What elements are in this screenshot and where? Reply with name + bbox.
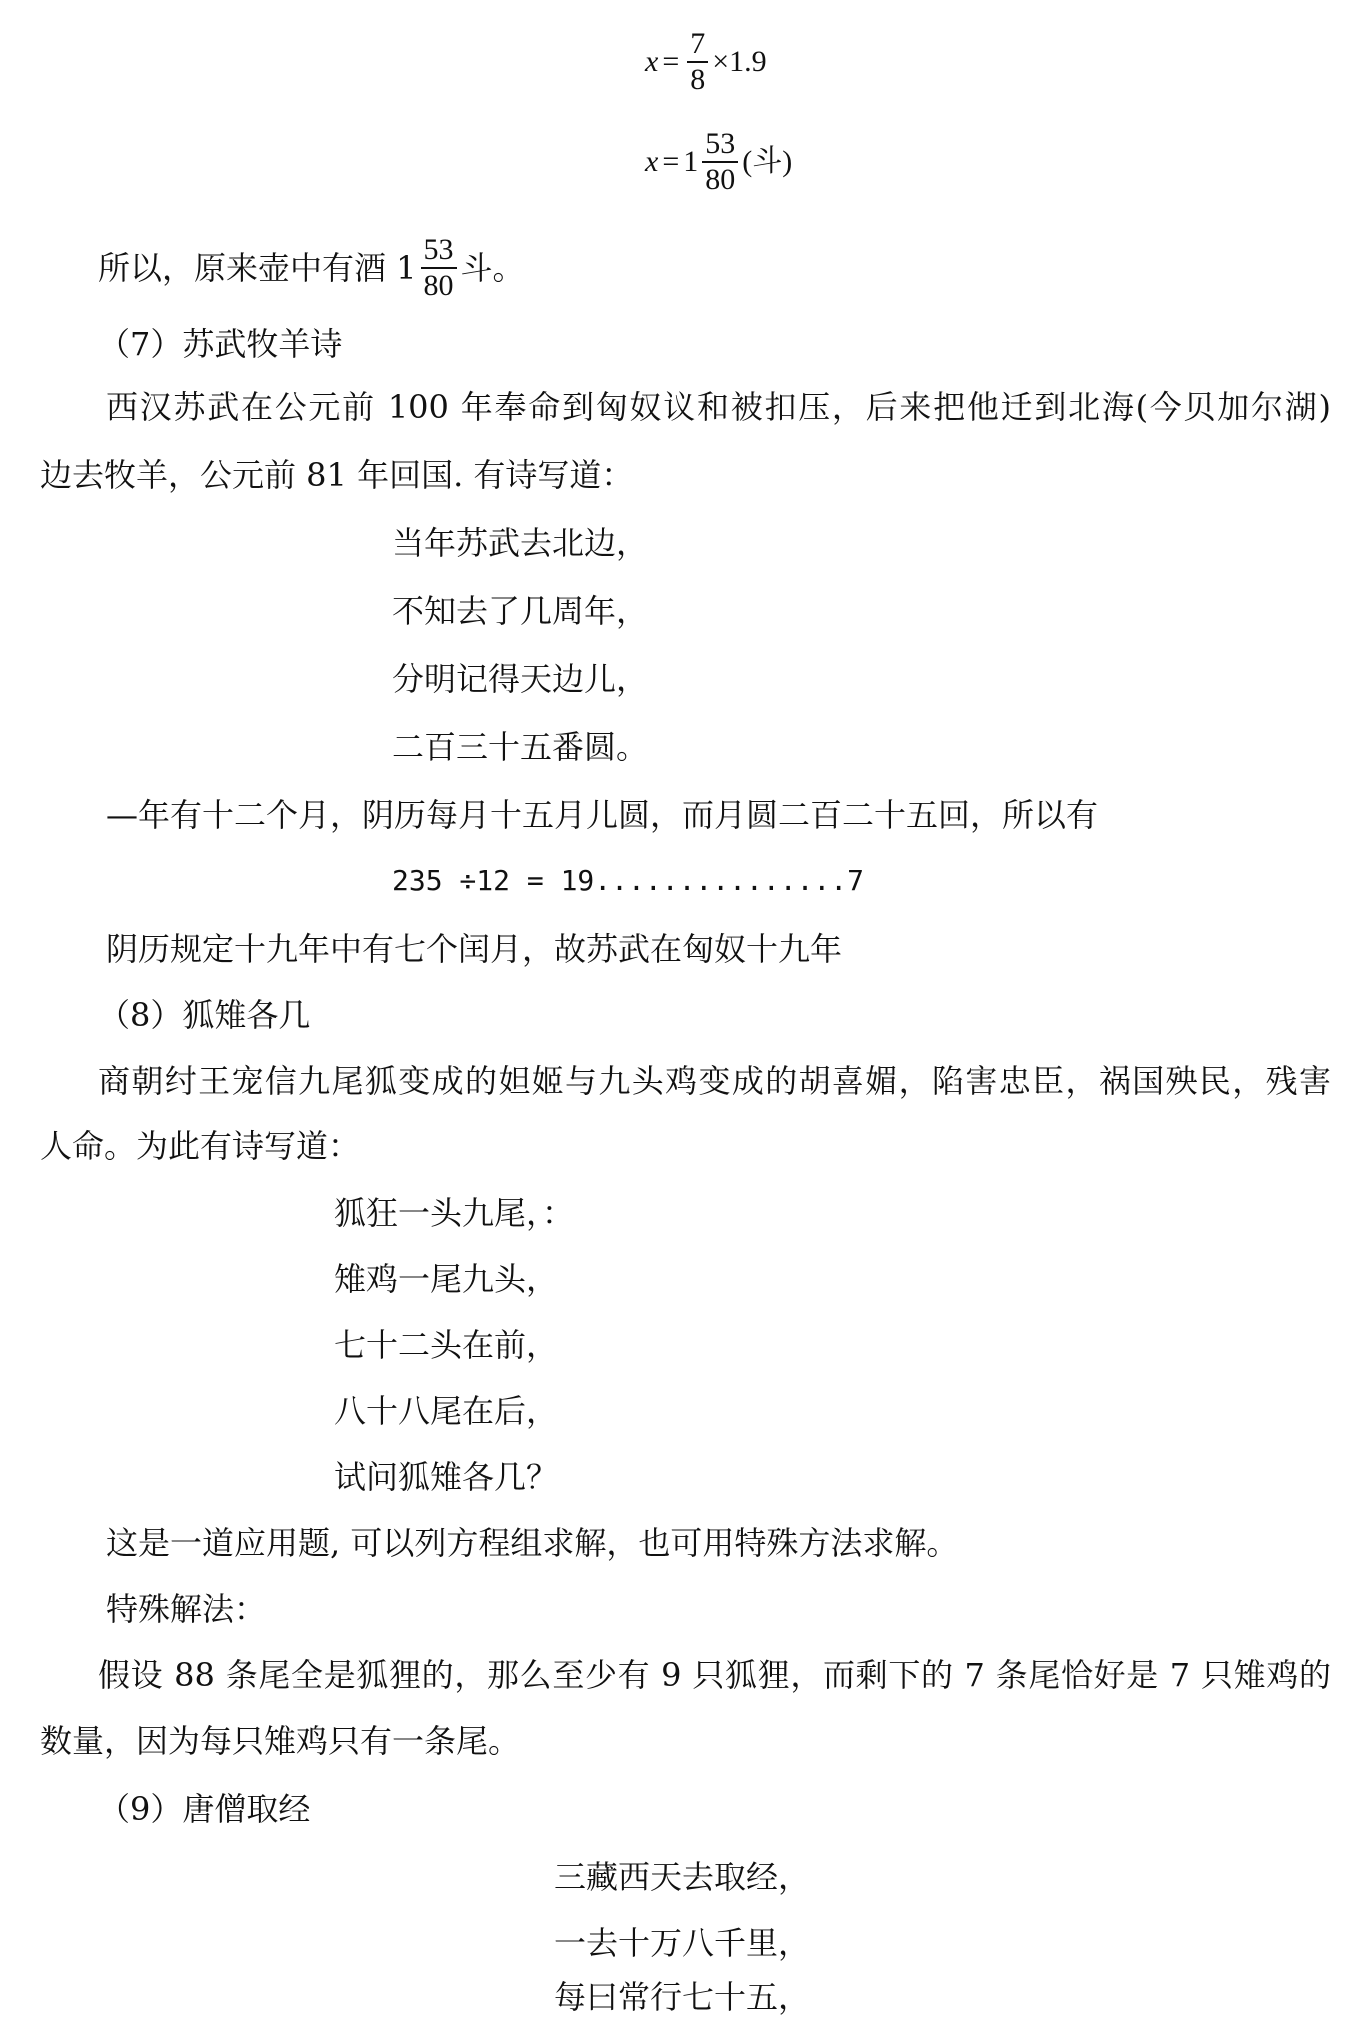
section-8-poem-line-4: 八十八尾在后， bbox=[334, 1392, 559, 1430]
conclusion-denominator: 80 bbox=[423, 269, 454, 302]
section-7-explanation: —年有十二个月，阴历每月十五月儿圆，而月圆二百二十五回，所以有 bbox=[106, 796, 1099, 834]
equation-1-variable: x bbox=[645, 45, 659, 78]
equation-2-fraction bbox=[702, 127, 738, 197]
conclusion-numerator: 53 bbox=[421, 233, 457, 269]
conclusion-text-post: 斗。 bbox=[460, 249, 525, 287]
section-7-result: 阴历规定十九年中有七个闰月，故苏武在匈奴十九年 bbox=[106, 930, 843, 968]
section-7-heading: （7）苏武牧羊诗 bbox=[98, 325, 343, 363]
equation-1-rest: ×1.9 bbox=[712, 45, 767, 78]
equation-2-unit: (斗) bbox=[742, 145, 793, 178]
section-8-method-line-1: 假设 88 条尾全是狐狸的，那么至少有 9 只狐狸，而剩下的 7 条尾恰好是 7 只雉鸡的 bbox=[98, 1656, 1331, 1694]
equation-1-denominator: 8 bbox=[690, 63, 706, 96]
section-8-poem-line-5: 试问狐雉各几？ bbox=[334, 1458, 559, 1496]
section-8-method-line-2: 数量，因为每只雉鸡只有一条尾。 bbox=[40, 1722, 521, 1760]
section-9-poem-line-3: 每曰常行七十五， bbox=[554, 1978, 811, 2016]
section-7-calculation: 235 ÷12 = 19...............7 bbox=[392, 864, 865, 897]
equation-2 bbox=[645, 122, 792, 202]
section-8-poem-line-2: 雉鸡一尾九头， bbox=[334, 1260, 559, 1298]
section-7-intro-line-1: 西汉苏武在公元前 100 年奉命到匈奴议和被扣压，后来把他迁到北海(今贝加尔湖) bbox=[106, 388, 1331, 426]
section-7-intro-line-2: 边去牧羊，公元前 81 年回国. 有诗写道： bbox=[40, 456, 634, 494]
section-9-poem-line-1: 三藏西天去取经， bbox=[554, 1858, 811, 1896]
equation-1 bbox=[645, 22, 767, 102]
conclusion-line bbox=[98, 228, 525, 308]
section-8-method-title: 特殊解法： bbox=[106, 1590, 267, 1628]
section-8-intro-line-1: 商朝纣王宠信九尾狐变成的妲姬与九头鸡变成的胡喜媚，陷害忠臣，祸国殃民，残害 bbox=[98, 1062, 1331, 1100]
section-8-poem-line-3: 七十二头在前， bbox=[334, 1326, 559, 1364]
section-8-poem-line-1: 狐狂一头九尾，： bbox=[334, 1194, 575, 1232]
equation-1-numerator: 7 bbox=[687, 27, 708, 63]
section-7-poem-line-3: 分明记得天边儿， bbox=[392, 660, 649, 698]
equation-2-whole: 1 bbox=[683, 145, 699, 178]
section-8-note: 这是一道应用题, 可以列方程组求解，也可用特殊方法求解。 bbox=[106, 1524, 959, 1562]
equation-1-equals: = bbox=[662, 45, 680, 78]
section-9-poem-line-2: 一去十万八千里， bbox=[554, 1924, 811, 1962]
section-8-intro-line-2: 人命。为此有诗写道： bbox=[40, 1127, 361, 1165]
conclusion-fraction bbox=[421, 233, 457, 303]
section-7-poem-line-1: 当年苏武去北边， bbox=[392, 524, 649, 562]
equation-2-numerator: 53 bbox=[702, 127, 738, 163]
equation-2-equals: = bbox=[662, 145, 680, 178]
section-9-heading: （9）唐僧取经 bbox=[98, 1790, 311, 1828]
section-8-heading: （8）狐雉各几 bbox=[98, 996, 311, 1034]
equation-2-denominator: 80 bbox=[705, 163, 736, 196]
conclusion-text-pre: 所以，原来壶中有酒 1 bbox=[98, 249, 417, 287]
equation-2-variable: x bbox=[645, 145, 659, 178]
section-7-poem-line-4: 二百三十五番圆。 bbox=[392, 728, 649, 766]
section-7-poem-line-2: 不知去了几周年， bbox=[392, 592, 649, 630]
equation-1-fraction bbox=[687, 27, 708, 97]
